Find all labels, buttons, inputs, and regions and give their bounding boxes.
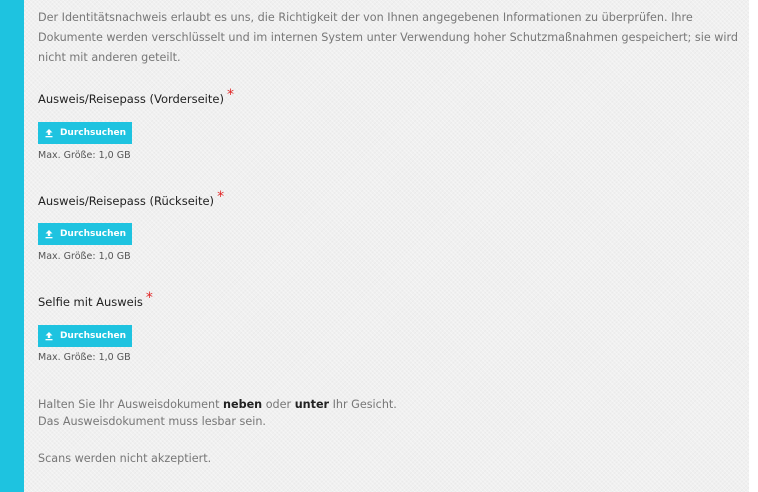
required-asterisk: *: [226, 87, 234, 103]
instruction-line-1: [38, 396, 397, 413]
instruction-text: Halten Sie Ihr Ausweisdokument: [38, 398, 224, 411]
browse-button-back-label: Durchsuchen: [59, 229, 127, 239]
upload-icon: [44, 128, 54, 138]
required-asterisk: *: [217, 189, 225, 205]
max-size-back: Max. Größe: 1,0 GB: [38, 251, 131, 262]
upload-icon: [44, 331, 54, 341]
instruction-text: oder: [262, 398, 295, 411]
upload-label-front: [38, 87, 234, 107]
max-size-front: Max. Größe: 1,0 GB: [38, 150, 131, 161]
upload-label-selfie: [38, 290, 153, 310]
intro-text: Der Identitätsnachweis erlaubt es uns, die Richtigkeit der von Ihnen angegebenen Informationen zu überprüfen. Ihre Dokumente werden verschlüsselt und im internen System unter Verwendung hoher Schutzmaßnahmen gespeichert; sie wird nicht mit anderen geteilt.: [38, 11, 739, 64]
browse-button-selfie[interactable]: [38, 325, 132, 347]
browse-button-front[interactable]: [38, 122, 132, 144]
instructions: [38, 396, 397, 467]
upload-icon: [44, 229, 54, 239]
instruction-spacer: [38, 430, 397, 450]
browse-button-selfie-label: Durchsuchen: [59, 331, 127, 341]
upload-label-selfie-text: Selfie mit Ausweis: [38, 295, 143, 309]
instruction-line-2: Das Ausweisdokument muss lesbar sein.: [38, 415, 266, 428]
instruction-emphasis-neben: neben: [223, 398, 263, 411]
instruction-text: Ihr Gesicht.: [329, 398, 397, 411]
page-edge: [749, 0, 758, 492]
upload-label-back-text: Ausweis/Reisepass (Rückseite): [38, 194, 215, 208]
browse-button-front-label: Durchsuchen: [59, 128, 127, 138]
instruction-emphasis-unter: unter: [294, 398, 330, 411]
upload-label-back: [38, 189, 225, 209]
browse-button-back[interactable]: [38, 223, 132, 245]
instruction-line-3: Scans werden nicht akzeptiert.: [38, 452, 212, 465]
required-asterisk: *: [145, 290, 153, 306]
max-size-selfie: Max. Größe: 1,0 GB: [38, 352, 131, 363]
accent-sidebar-stripe: [0, 0, 24, 492]
upload-label-front-text: Ausweis/Reisepass (Vorderseite): [38, 92, 224, 106]
